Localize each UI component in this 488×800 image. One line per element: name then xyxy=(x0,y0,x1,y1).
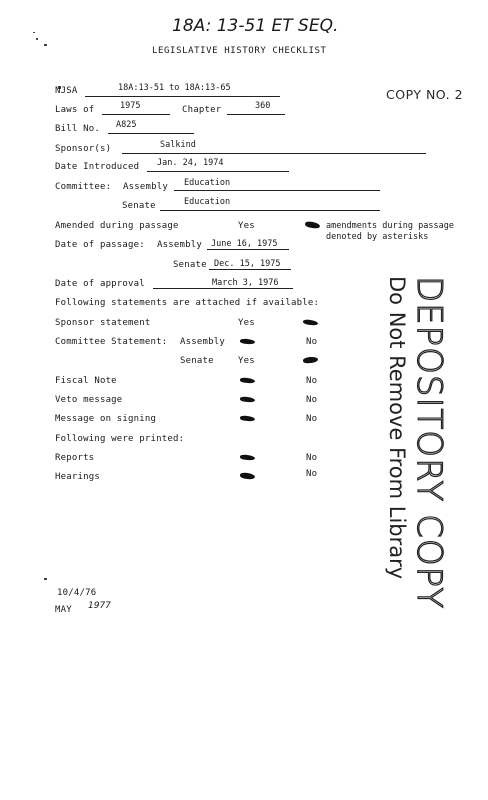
approval-value: March 3, 1976 xyxy=(212,278,279,288)
depository-stamp xyxy=(384,276,448,609)
laws-value: 1975 xyxy=(120,101,141,111)
redaction-mark xyxy=(240,377,255,384)
stamp-line-1: DEPOSITORY COPY xyxy=(409,276,449,610)
committee-statement-assembly-no: No xyxy=(306,337,318,347)
committee-senate-value: Education xyxy=(184,197,231,207)
hearings-no: No xyxy=(306,469,318,479)
chapter-label: Chapter xyxy=(182,105,222,115)
scan-speck xyxy=(33,32,35,33)
passage-senate-value: Dec. 15, 1975 xyxy=(214,259,281,269)
redaction-mark xyxy=(303,319,319,326)
passage-label: Date of passage: xyxy=(55,240,145,250)
committee-statement-label: Committee Statement: xyxy=(55,337,168,347)
footer-date-1: 10/4/76 xyxy=(57,588,97,598)
reports-label: Reports xyxy=(55,453,95,463)
passage-assembly-label: Assembly xyxy=(157,240,202,250)
printed-intro: Following were printed: xyxy=(55,434,185,444)
scan-speck xyxy=(36,38,38,40)
sponsor-value: Salkind xyxy=(160,140,196,150)
hearings-label: Hearings xyxy=(55,472,100,482)
veto-message-label: Veto message xyxy=(55,395,123,405)
committee-assembly-label: Assembly xyxy=(123,182,168,192)
stamp-line-2: Do Not Remove From Library xyxy=(385,276,409,580)
scan-speck xyxy=(44,44,47,46)
introduced-value: Jan. 24, 1974 xyxy=(157,158,224,168)
approval-label: Date of approval xyxy=(55,279,145,289)
amended-label: Amended during passage xyxy=(55,221,179,231)
redaction-mark xyxy=(240,396,255,403)
signing-message-label: Message on signing xyxy=(55,414,157,424)
fiscal-note-no: No xyxy=(306,376,318,386)
redaction-mark xyxy=(240,415,255,422)
committee-statement-senate-yes: Yes xyxy=(238,356,255,366)
scan-speck xyxy=(44,578,47,580)
redaction-mark xyxy=(240,472,256,480)
bill-label: Bill No. xyxy=(55,124,100,134)
committee-assembly-value: Education xyxy=(184,178,231,188)
amended-note-1: amendments during passage xyxy=(326,221,454,231)
copy-number: COPY NO. 2 xyxy=(386,87,464,102)
committee-senate-label: Senate xyxy=(122,201,156,211)
redaction-mark xyxy=(240,338,255,344)
redaction-mark xyxy=(305,221,321,230)
passage-senate-label: Senate xyxy=(173,260,207,270)
amended-yes: Yes xyxy=(238,221,255,231)
signing-message-no: No xyxy=(306,414,318,424)
introduced-label: Date Introduced xyxy=(55,162,140,172)
handwritten-reference: 18A: 13-51 ET SEQ. xyxy=(172,16,339,36)
sponsor-statement-label: Sponsor statement xyxy=(55,318,151,328)
bill-value: A825 xyxy=(116,120,137,130)
passage-assembly-value: June 16, 1975 xyxy=(211,239,278,249)
redaction-mark xyxy=(303,356,319,364)
footer-date-2-month: MAY xyxy=(55,605,72,615)
njsa-value: 18A:13-51 to 18A:13-65 xyxy=(118,83,231,93)
page-title: LEGISLATIVE HISTORY CHECKLIST xyxy=(152,46,327,56)
veto-message-no: No xyxy=(306,395,318,405)
chapter-value: 360 xyxy=(255,101,271,111)
amended-note-2: denoted by asterisks xyxy=(326,232,429,242)
laws-label: Laws of xyxy=(55,105,95,115)
committee-statement-senate-label: Senate xyxy=(180,356,214,366)
committee-label: Committee: xyxy=(55,182,112,192)
footer-date-2-year: 1977 xyxy=(88,601,111,611)
fiscal-note-label: Fiscal Note xyxy=(55,376,117,386)
committee-statement-assembly-label: Assembly xyxy=(180,337,225,347)
njsa-label: NJSA xyxy=(55,86,78,96)
sponsor-label: Sponsor(s) xyxy=(55,144,112,154)
redaction-mark xyxy=(240,454,255,461)
sponsor-statement-yes: Yes xyxy=(238,318,255,328)
statements-intro: Following statements are attached if available: xyxy=(55,298,320,308)
reports-no: No xyxy=(306,453,318,463)
